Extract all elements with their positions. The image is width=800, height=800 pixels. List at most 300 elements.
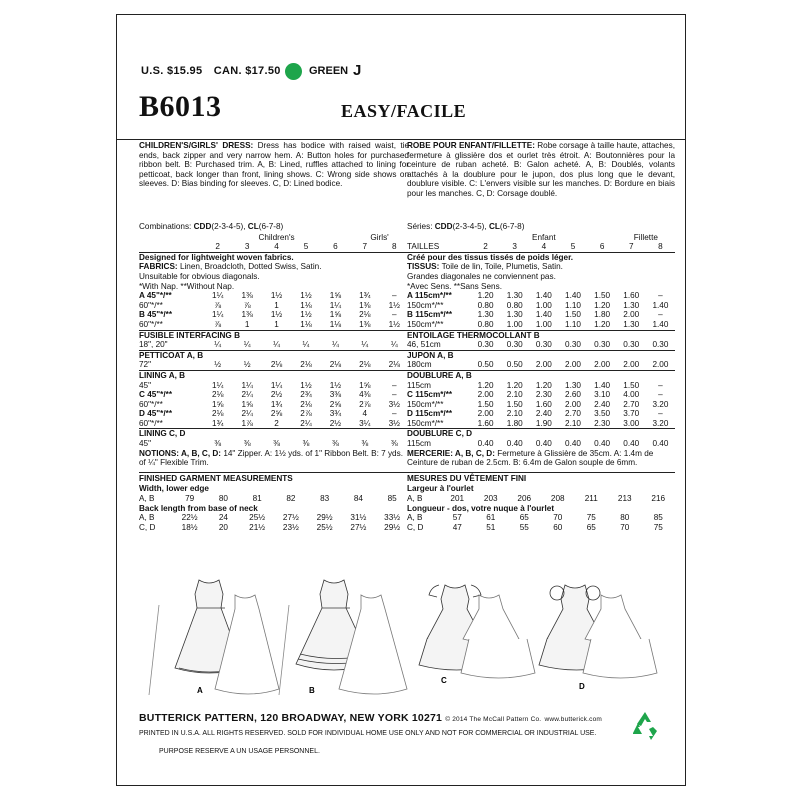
row-label: D 115cm*/** xyxy=(407,409,453,419)
yardage-value: 1.40 xyxy=(565,291,581,301)
yardage-value: ¼ xyxy=(243,340,251,350)
pattern-number: B6013 xyxy=(139,90,222,123)
combinations-cl-sizes: (6-7-8) xyxy=(258,222,284,231)
finished-title-fr: MESURES DU VÊTEMENT FINI xyxy=(407,472,675,484)
yardage-value: 1.30 xyxy=(477,310,494,320)
series-cl: CL xyxy=(488,222,500,231)
measurement-value: 85 xyxy=(653,513,663,523)
measurement-value: 25½ xyxy=(316,522,333,532)
back-row xyxy=(407,523,675,533)
yardage-row xyxy=(407,320,675,330)
row-label: 72" xyxy=(139,360,152,370)
yardage-value: – xyxy=(391,409,397,419)
yardage-value: 1.80 xyxy=(506,418,523,428)
yardage-value: 1½ xyxy=(300,380,312,390)
sketch-a xyxy=(149,580,279,695)
measurement-value: 201 xyxy=(450,494,465,504)
size-cell: 4 xyxy=(529,242,558,252)
yardage-value: 2.10 xyxy=(506,409,523,419)
yardage-value: 1⅝ xyxy=(212,399,224,409)
intro-line xyxy=(139,252,409,262)
yardage-value: 1⅛ xyxy=(300,300,312,310)
yardage-value: 1⅝ xyxy=(329,310,342,320)
website-link[interactable]: www.butterick.com xyxy=(544,716,603,723)
yardage-value: 1.20 xyxy=(477,291,494,301)
yardage-value: – xyxy=(658,390,663,400)
measurement-value: 47 xyxy=(452,522,462,532)
yardage-value: 2.10 xyxy=(506,390,523,400)
yardage-value: 0.50 xyxy=(477,360,494,370)
measurement-value: 84 xyxy=(353,494,363,504)
size-cell: 3 xyxy=(500,242,529,252)
series-cdd: CDD xyxy=(434,222,453,231)
yardage-value: 1.20 xyxy=(506,380,523,390)
yardage-value: 1.20 xyxy=(594,300,611,310)
intro-line xyxy=(407,252,675,262)
measurement-value: 85 xyxy=(387,494,397,504)
yardage-value: ⅞ xyxy=(214,300,222,310)
nap-line xyxy=(407,282,675,292)
yardage-row xyxy=(407,310,675,320)
measurement-value: 65 xyxy=(519,513,529,523)
row-label: 150cm*/** xyxy=(407,399,444,409)
yardage-row xyxy=(139,439,409,449)
yardage-row xyxy=(407,381,675,391)
series-cdd-sizes: (2-3-4-5) xyxy=(452,222,485,231)
description-text-en: Dress has bodice with raised waist, tie ends, back zipper and very narrow hem. A: Button holes for purchased ribbon belt. B: Purchased trim. A, B: Lined, ruffles attached to lining for petticoat, back longer than front, lining shows. C: Wrong side shows on sleeves. D: Bias binding for sleeves. C, D: Lined bodice. xyxy=(139,141,409,189)
sketch-label-c: C xyxy=(441,676,447,685)
yardage-value: ⅜ xyxy=(273,439,280,449)
yardage-value: 2.70 xyxy=(623,399,640,409)
sketch-label-b: B xyxy=(309,686,315,695)
row-label: A 115cm*/** xyxy=(407,291,452,301)
size-cell: 7 xyxy=(617,242,646,252)
publisher-line xyxy=(139,712,602,724)
yardage-value: 1½ xyxy=(388,319,400,329)
yardage-value: 1.20 xyxy=(535,380,552,390)
description-title-en: CHILDREN'S/GIRLS' DRESS: xyxy=(139,141,254,150)
yardage-value: 0.80 xyxy=(506,300,523,310)
yardage-value: 3¾ xyxy=(329,409,342,419)
yardage-value: 1.60 xyxy=(477,418,494,428)
yardage-value: – xyxy=(391,390,397,400)
back-row xyxy=(139,513,409,523)
yardage-value: 1⅞ xyxy=(241,418,253,428)
sketch-label-a: A xyxy=(197,686,203,695)
back-row xyxy=(407,513,675,523)
yardage-value: 2⅛ xyxy=(212,390,224,400)
row-label: C, D xyxy=(139,522,156,532)
yardage-value: 1⅝ xyxy=(241,399,253,409)
description-title-fr: ROBE POUR ENFANT/FILLETTE: xyxy=(407,141,535,150)
row-label: 180cm xyxy=(407,360,432,370)
yardage-value: 0.40 xyxy=(652,439,669,449)
yardage-value: 1½ xyxy=(300,291,312,301)
yardage-value: 4.00 xyxy=(623,390,640,400)
yardage-value: 2.00 xyxy=(535,360,552,370)
unsuitable-text: Grandes diagonales ne conviennent pas. xyxy=(407,271,556,281)
measurement-value: 61 xyxy=(486,513,496,523)
section-row xyxy=(139,330,409,340)
size-group-girls: Fillette xyxy=(633,232,658,242)
yardage-value: 1.20 xyxy=(594,319,611,329)
fabrics-text: Toile de lin, Toile, Plumetis, Satin. xyxy=(441,262,563,272)
publisher-address: BUTTERICK PATTERN, 120 BROADWAY, NEW YORK 10271 xyxy=(139,712,443,724)
row-label: C, D xyxy=(407,522,424,532)
yardage-value: 3.20 xyxy=(652,399,669,409)
french-column xyxy=(407,141,675,532)
yardage-value: 1⅝ xyxy=(359,380,371,390)
yardage-value: 1.30 xyxy=(506,310,523,320)
measurement-value: 65 xyxy=(586,522,596,532)
blank-cell xyxy=(407,233,471,243)
yardage-value: 2.00 xyxy=(565,360,581,370)
section-row xyxy=(139,350,409,360)
fabrics-line xyxy=(407,262,675,272)
yardage-value: 0.80 xyxy=(477,300,494,310)
garment-sketches xyxy=(139,575,679,705)
row-label: DOUBLURE C, D xyxy=(407,429,675,439)
yardage-value: 1.40 xyxy=(594,380,611,390)
size-group-children: Enfant xyxy=(532,232,556,242)
yardage-value: ⅜ xyxy=(331,439,339,449)
size-cell: 2 xyxy=(471,242,500,252)
row-label: B 45"*/** xyxy=(139,310,173,320)
yardage-value: 1.90 xyxy=(535,418,552,428)
yardage-value: 2⅛ xyxy=(270,360,283,370)
yardage-table-en xyxy=(139,233,409,449)
yardage-value: 2.40 xyxy=(594,399,611,409)
measurement-value: 27½ xyxy=(282,513,299,523)
finished-title-en: FINISHED GARMENT MEASUREMENTS xyxy=(139,472,409,484)
row-label: 115cm xyxy=(407,380,431,390)
fabrics-label: FABRICS: xyxy=(139,262,180,272)
unsuitable-text: Unsuitable for obvious diagonals. xyxy=(139,271,260,281)
yardage-value: 1.50 xyxy=(623,380,640,390)
yardage-value: 2.00 xyxy=(652,360,669,370)
yardage-value: 2½ xyxy=(270,390,283,400)
row-label: 45" xyxy=(139,439,152,449)
yardage-row xyxy=(139,409,409,419)
section-row xyxy=(407,370,675,380)
fabrics-text: Linen, Broadcloth, Dotted Swiss, Satin. xyxy=(179,262,322,272)
yardage-value: 1.40 xyxy=(535,291,552,301)
yardage-value: 1⅜ xyxy=(359,300,371,310)
measurement-value: 60 xyxy=(553,522,563,532)
yardage-value: 1.40 xyxy=(652,319,669,329)
size-cell: 5 xyxy=(291,242,320,252)
measurement-value: 208 xyxy=(550,494,565,504)
combinations-cdd: CDD xyxy=(193,222,212,231)
yardage-value: 2⅛ xyxy=(300,360,312,370)
yardage-value: ⅜ xyxy=(302,439,310,449)
yardage-value: 1½ xyxy=(270,291,283,301)
sketch-d xyxy=(539,585,657,678)
row-label: B 115cm*/** xyxy=(407,310,453,320)
yardage-value: 2¼ xyxy=(241,409,253,419)
row-label: FUSIBLE INTERFACING B xyxy=(139,330,409,340)
yardage-value: 1¼ xyxy=(329,300,342,310)
yardage-value: 0.40 xyxy=(594,439,611,449)
width-title-row xyxy=(139,484,409,494)
price-line xyxy=(141,65,289,77)
yardage-value: 0.30 xyxy=(565,340,581,350)
yardage-value: 0.30 xyxy=(477,340,494,350)
row-label: JUPON A, B xyxy=(407,350,675,360)
measurement-value: 216 xyxy=(651,494,666,504)
sizes-label: TAILLES xyxy=(407,242,471,252)
row-label: C 45"*/** xyxy=(139,390,173,400)
back-title: Longueur - dos, votre nuque à l'ourlet xyxy=(407,503,555,513)
combinations-label: Combinations: xyxy=(139,222,192,231)
yardage-row xyxy=(139,340,409,350)
measurement-value: 79 xyxy=(185,494,195,504)
measurement-value: 203 xyxy=(483,494,498,504)
size-group-girls: Girls' xyxy=(370,232,389,242)
size-group-header xyxy=(407,233,675,243)
yardage-value: 1⅜ xyxy=(241,310,253,320)
yardage-value: 3⅜ xyxy=(329,390,342,400)
row-label: 60"*/** xyxy=(139,319,163,329)
yardage-value: 1¾ xyxy=(212,418,224,428)
measurement-value: 33½ xyxy=(384,513,401,523)
yardage-row xyxy=(407,400,675,410)
yardage-value: 0.30 xyxy=(506,340,523,350)
yardage-value: – xyxy=(658,291,663,301)
yardage-value: 3½ xyxy=(388,418,400,428)
row-label: LINING A, B xyxy=(139,370,409,380)
series-cl-sizes: (6-7-8) xyxy=(499,222,525,231)
yardage-value: 1¼ xyxy=(270,380,283,390)
yardage-value: ⅞ xyxy=(243,300,251,310)
yardage-value: 1 xyxy=(274,319,279,329)
yardage-row xyxy=(407,409,675,419)
sketch-b xyxy=(279,580,407,695)
back-row xyxy=(139,523,409,533)
yardage-value: ⅜ xyxy=(390,439,398,449)
size-cell: 7 xyxy=(350,242,379,252)
width-row xyxy=(139,494,409,504)
measurement-value: 55 xyxy=(519,522,529,532)
disclaimer-line: PRINTED IN U.S.A. ALL RIGHTS RESERVED. SOLD FOR INDIVIDUAL HOME USE ONLY AND NOT FOR COMMERCIAL OR INDUSTRIAL USE. xyxy=(139,730,597,737)
yardage-value: 2.70 xyxy=(565,409,581,419)
yardage-value: 2 xyxy=(274,418,279,428)
size-group-children: Children's xyxy=(258,232,295,242)
yardage-value: 1⅜ xyxy=(359,319,371,329)
yardage-value: 0.80 xyxy=(477,319,494,329)
row-label: 45" xyxy=(139,380,152,390)
yardage-row xyxy=(139,390,409,400)
back-title-row xyxy=(139,504,409,514)
difficulty-label: EASY/FACILE xyxy=(341,101,467,121)
measurement-value: 24 xyxy=(218,513,228,523)
price-can: CAN. $17.50 xyxy=(213,65,281,77)
yardage-value: 1.50 xyxy=(506,399,523,409)
yardage-value: 2⅝ xyxy=(329,399,342,409)
yardage-value: 4 xyxy=(362,409,368,419)
yardage-value: 1.40 xyxy=(535,310,552,320)
size-header-row xyxy=(407,242,675,252)
back-title-row xyxy=(407,504,675,514)
yardage-value: 0.40 xyxy=(623,439,640,449)
yardage-row xyxy=(407,390,675,400)
yardage-row xyxy=(407,360,675,370)
yardage-value: 1½ xyxy=(329,380,342,390)
yardage-value: 2⅛ xyxy=(329,360,342,370)
width-title-row xyxy=(407,484,675,494)
yardage-value: – xyxy=(391,291,397,301)
recycle-icon xyxy=(629,709,661,741)
row-label: C 115cm*/** xyxy=(407,390,453,400)
yardage-value: 2⅛ xyxy=(359,310,371,320)
size-cell: 8 xyxy=(646,242,675,252)
width-title: Width, lower edge xyxy=(139,484,209,494)
section-row xyxy=(407,350,675,360)
measurement-value: 51 xyxy=(486,522,496,532)
size-cell: 6 xyxy=(321,242,350,252)
measurement-value: 29½ xyxy=(384,522,401,532)
measurement-value: 20 xyxy=(218,522,228,532)
yardage-row xyxy=(139,419,409,429)
yardage-value: 1½ xyxy=(300,310,312,320)
measurement-value: 57 xyxy=(452,513,462,523)
yardage-value: 1¼ xyxy=(212,380,224,390)
yardage-row xyxy=(139,400,409,410)
yardage-value: 2.60 xyxy=(565,390,581,400)
yardage-value: 1.00 xyxy=(535,319,552,329)
back-title: Back length from base of neck xyxy=(139,503,258,513)
yardage-value: – xyxy=(658,409,663,419)
yardage-value: 1.30 xyxy=(506,291,523,301)
yardage-value: 2⅛ xyxy=(300,399,312,409)
yardage-value: ¼ xyxy=(214,340,222,350)
yardage-value: 1¾ xyxy=(270,399,283,409)
yardage-value: 1.00 xyxy=(535,300,552,310)
yardage-row xyxy=(139,310,409,320)
section-row xyxy=(407,429,675,439)
size-cell: 6 xyxy=(588,242,617,252)
yardage-value: 2¼ xyxy=(241,390,253,400)
unsuitable-line xyxy=(407,272,675,282)
yardage-value: 3½ xyxy=(388,399,400,409)
yardage-value: ¼ xyxy=(273,340,280,350)
measurements-table-fr xyxy=(407,484,675,532)
notions-label-en: NOTIONS: A, B, C, D: xyxy=(139,448,222,458)
measurement-value: 80 xyxy=(620,513,630,523)
yardage-value: 0.40 xyxy=(535,439,552,449)
color-name: GREEN xyxy=(309,65,349,77)
yardage-value: 1.50 xyxy=(594,291,611,301)
measurement-value: 70 xyxy=(620,522,630,532)
yardage-value: 1.60 xyxy=(535,399,552,409)
size-cell: 3 xyxy=(232,242,261,252)
yardage-row xyxy=(139,360,409,370)
row-label: LINING C, D xyxy=(139,429,409,439)
measurement-value: 206 xyxy=(517,494,532,504)
measurement-value: 75 xyxy=(653,522,663,532)
yardage-value: ⅜ xyxy=(243,439,251,449)
yardage-value: 1½ xyxy=(270,310,283,320)
notions-text-en: 14" Zipper. A: 1½ yds. of 1" Ribbon Belt. B: 7 yds. of ¼" Flexible Trim. xyxy=(139,448,403,468)
yardage-value: 2.00 xyxy=(565,399,581,409)
row-label: A, B xyxy=(139,513,155,523)
size-header-row xyxy=(139,242,409,252)
measurement-value: 70 xyxy=(553,513,563,523)
sizes-label xyxy=(139,242,203,252)
yardage-value: 1⅜ xyxy=(241,291,253,301)
yardage-value: 1⅛ xyxy=(300,319,312,329)
measurement-value: 22½ xyxy=(181,513,198,523)
yardage-value: ¼ xyxy=(361,340,369,350)
yardage-value: 1.30 xyxy=(623,300,640,310)
row-label: A, B xyxy=(407,513,423,523)
size-cell: 5 xyxy=(558,242,587,252)
yardage-value: – xyxy=(658,380,663,390)
yardage-value: 2.00 xyxy=(594,360,611,370)
yardage-value: 3.70 xyxy=(623,409,640,419)
section-row xyxy=(139,370,409,380)
series-label: Séries: xyxy=(407,222,433,231)
width-row xyxy=(407,494,675,504)
row-label: 115cm xyxy=(407,439,431,449)
color-dot-icon xyxy=(285,63,302,80)
yardage-value: 3.20 xyxy=(652,418,669,428)
nap-text: *Avec Sens. **Sans Sens. xyxy=(407,281,502,291)
yardage-value: 2⅝ xyxy=(270,409,283,419)
yardage-row xyxy=(407,301,675,311)
measurement-value: 82 xyxy=(286,494,296,504)
yardage-value: 1.20 xyxy=(477,380,494,390)
yardage-value: – xyxy=(658,310,663,320)
yardage-value: 0.50 xyxy=(506,360,523,370)
yardage-value: 3¼ xyxy=(359,418,371,428)
row-label: DOUBLURE A, B xyxy=(407,370,675,380)
size-cell: 8 xyxy=(380,242,409,252)
yardage-row xyxy=(139,320,409,330)
combinations-en: Combinations: CDD(2-3-4-5), CL(6-7-8) xyxy=(139,222,284,231)
yardage-value: 1⅝ xyxy=(329,291,342,301)
yardage-value: 1.50 xyxy=(565,310,581,320)
description-fr xyxy=(407,141,675,219)
measurement-value: 75 xyxy=(586,513,596,523)
yardage-value: 3.00 xyxy=(623,418,640,428)
yardage-value: 0.30 xyxy=(594,340,611,350)
measurement-value: 21½ xyxy=(249,522,266,532)
size-group-header xyxy=(139,233,409,243)
sketch-c xyxy=(419,585,535,678)
yardage-row xyxy=(407,419,675,429)
yardage-value: 2.30 xyxy=(535,390,552,400)
notions-label-fr: MERCERIE: A, B, C, D: xyxy=(407,448,495,458)
description-text-fr: Robe corsage à taille haute, attaches, fermeture à glissière dos et ourlet très étroit. A: Boutonnières pour la ceinture de ruban acheté. B: Galon acheté. A, B: Doublés, volants attachés à la doublure pour le jupon, dos plus long que le devant, doublure visible. C: L'envers visible sur les manches. D: Bordure en biais pour les manches. C, D: Corsage doublé. xyxy=(407,141,675,198)
measurement-value: 27½ xyxy=(350,522,367,532)
yardage-value: 1.30 xyxy=(623,319,640,329)
yardage-value: ¼ xyxy=(390,340,398,350)
notions-text-fr: Fermeture à Glissière de 35cm. A: 1.4m de Ceinture de ruban de 2.5cm. B: 6.4m de Galon souple de 6mm. xyxy=(407,448,654,468)
yardage-value: 1.60 xyxy=(623,291,640,301)
yardage-value: 2.00 xyxy=(623,310,640,320)
yardage-value: 1 xyxy=(244,319,250,329)
row-label: 60"*/** xyxy=(139,418,163,428)
unsuitable-line xyxy=(139,272,409,282)
yardage-value: 4⅜ xyxy=(359,390,371,400)
fabrics-cell xyxy=(407,262,675,272)
yardage-value: 0.40 xyxy=(565,439,581,449)
fabrics-label: TISSUS: xyxy=(407,262,442,272)
measurement-value: 211 xyxy=(584,494,598,504)
measurement-value: 23½ xyxy=(282,522,299,532)
sketch-label-d: D xyxy=(579,682,585,691)
